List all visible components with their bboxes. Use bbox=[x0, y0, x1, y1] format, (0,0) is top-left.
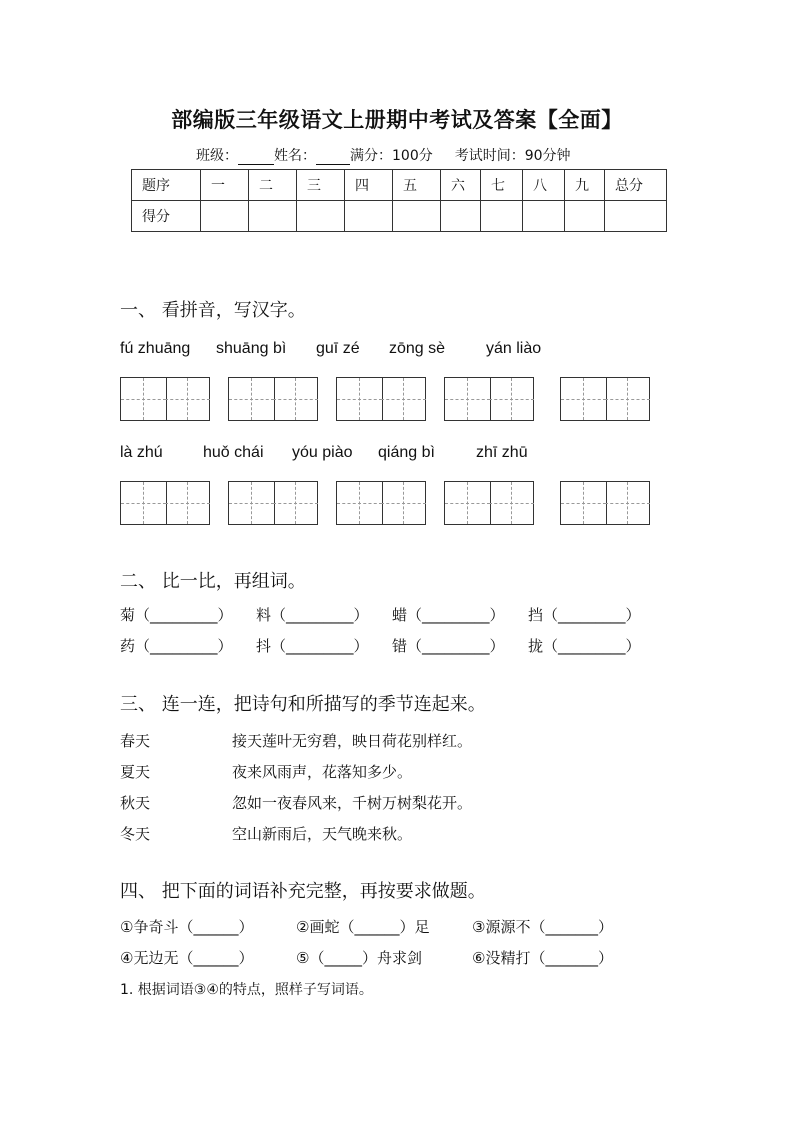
header-cell: 三 bbox=[297, 170, 345, 201]
name-label: 姓名： bbox=[274, 148, 316, 164]
header-cell: 七 bbox=[481, 170, 523, 201]
section4-title: 四、 把下面的词语补充完整，再按要求做题。 bbox=[120, 881, 486, 902]
word-item[interactable]: 拢（_________） bbox=[528, 637, 641, 655]
full-score: 满分：100分 bbox=[350, 148, 433, 164]
pinyin-label: huǒ chái bbox=[203, 444, 264, 461]
idiom-item[interactable]: ⑥没精打（_______） bbox=[472, 949, 613, 967]
writing-grid[interactable] bbox=[228, 481, 318, 525]
score-cell[interactable] bbox=[297, 201, 345, 232]
pinyin-label: shuāng bì bbox=[216, 340, 287, 357]
score-cell[interactable] bbox=[523, 201, 565, 232]
pinyin-label: zhī zhū bbox=[476, 444, 528, 461]
idiom-item[interactable]: ①争奇斗（______） bbox=[120, 918, 254, 936]
score-cell[interactable] bbox=[441, 201, 481, 232]
page-title: 部编版三年级语文上册期中考试及答案【全面】 bbox=[171, 108, 623, 132]
section2-title: 二、 比一比，再组词。 bbox=[120, 571, 306, 592]
poem-line[interactable]: 忽如一夜春风来，千树万树梨花开。 bbox=[232, 794, 473, 812]
pinyin-label: fú zhuāng bbox=[120, 340, 191, 357]
pinyin-label: là zhú bbox=[120, 444, 163, 461]
writing-grid[interactable] bbox=[336, 481, 426, 525]
header-cell: 二 bbox=[249, 170, 297, 201]
word-item[interactable]: 菊（_________） bbox=[120, 606, 233, 624]
word-item[interactable]: 挡（_________） bbox=[528, 606, 641, 624]
header-cell: 五 bbox=[393, 170, 441, 201]
writing-grid[interactable] bbox=[120, 377, 210, 421]
idiom-item[interactable]: ④无边无（______） bbox=[120, 949, 254, 967]
idiom-item[interactable]: ⑤（_____）舟求剑 bbox=[296, 949, 422, 967]
score-cell[interactable] bbox=[393, 201, 441, 232]
class-blank[interactable] bbox=[238, 150, 274, 165]
season-label[interactable]: 春天 bbox=[120, 732, 151, 750]
score-table-row bbox=[132, 201, 667, 232]
pinyin-label: yán liào bbox=[486, 340, 542, 357]
row-label: 得分 bbox=[132, 201, 201, 232]
class-label: 班级： bbox=[196, 148, 238, 164]
season-label[interactable]: 秋天 bbox=[120, 794, 151, 812]
header-cell: 题序 bbox=[132, 170, 201, 201]
writing-grid[interactable] bbox=[444, 377, 534, 421]
header-cell: 总分 bbox=[605, 170, 667, 201]
poem-line[interactable]: 空山新雨后，天气晚来秋。 bbox=[232, 825, 413, 843]
season-label[interactable]: 夏天 bbox=[120, 763, 151, 781]
exam-time: 考试时间：90分钟 bbox=[454, 148, 571, 164]
pinyin-label: zōng sè bbox=[389, 340, 446, 357]
score-cell[interactable] bbox=[481, 201, 523, 232]
idiom-item[interactable]: ③源源不（_______） bbox=[472, 918, 613, 936]
score-table bbox=[131, 169, 667, 232]
header-cell: 八 bbox=[523, 170, 565, 201]
writing-grid[interactable] bbox=[336, 377, 426, 421]
header-cell: 一 bbox=[201, 170, 249, 201]
section3-title: 三、 连一连，把诗句和所描写的季节连起来。 bbox=[120, 694, 486, 715]
word-item[interactable]: 蜡（_________） bbox=[392, 606, 505, 624]
header-cell: 六 bbox=[441, 170, 481, 201]
season-label[interactable]: 冬天 bbox=[120, 825, 151, 843]
writing-grid[interactable] bbox=[120, 481, 210, 525]
word-item[interactable]: 药（_________） bbox=[120, 637, 233, 655]
word-item[interactable]: 抖（_________） bbox=[256, 637, 369, 655]
writing-grid[interactable] bbox=[444, 481, 534, 525]
poem-line[interactable]: 夜来风雨声，花落知多少。 bbox=[232, 763, 413, 781]
poem-line[interactable]: 接天莲叶无穷碧，映日荷花别样红。 bbox=[232, 732, 473, 750]
header-cell: 四 bbox=[345, 170, 393, 201]
name-blank[interactable] bbox=[316, 150, 350, 165]
score-cell[interactable] bbox=[345, 201, 393, 232]
word-item[interactable]: 料（_________） bbox=[256, 606, 369, 624]
idiom-item[interactable]: ②画蛇（______）足 bbox=[296, 918, 430, 936]
pinyin-label: yóu piào bbox=[292, 444, 353, 461]
score-cell[interactable] bbox=[249, 201, 297, 232]
writing-grid[interactable] bbox=[228, 377, 318, 421]
score-table-header bbox=[132, 170, 667, 201]
pinyin-label: qiáng bì bbox=[378, 444, 435, 461]
writing-grid[interactable] bbox=[560, 377, 650, 421]
score-cell[interactable] bbox=[201, 201, 249, 232]
question-1: 1. 根据词语③④的特点，照样子写词语。 bbox=[120, 982, 373, 998]
score-cell[interactable] bbox=[565, 201, 605, 232]
exam-meta bbox=[196, 145, 571, 165]
pinyin-label: guī zé bbox=[316, 340, 360, 357]
header-cell: 九 bbox=[565, 170, 605, 201]
word-item[interactable]: 错（_________） bbox=[392, 637, 505, 655]
score-cell[interactable] bbox=[605, 201, 667, 232]
writing-grid[interactable] bbox=[560, 481, 650, 525]
section1-title: 一、 看拼音，写汉字。 bbox=[120, 300, 306, 321]
